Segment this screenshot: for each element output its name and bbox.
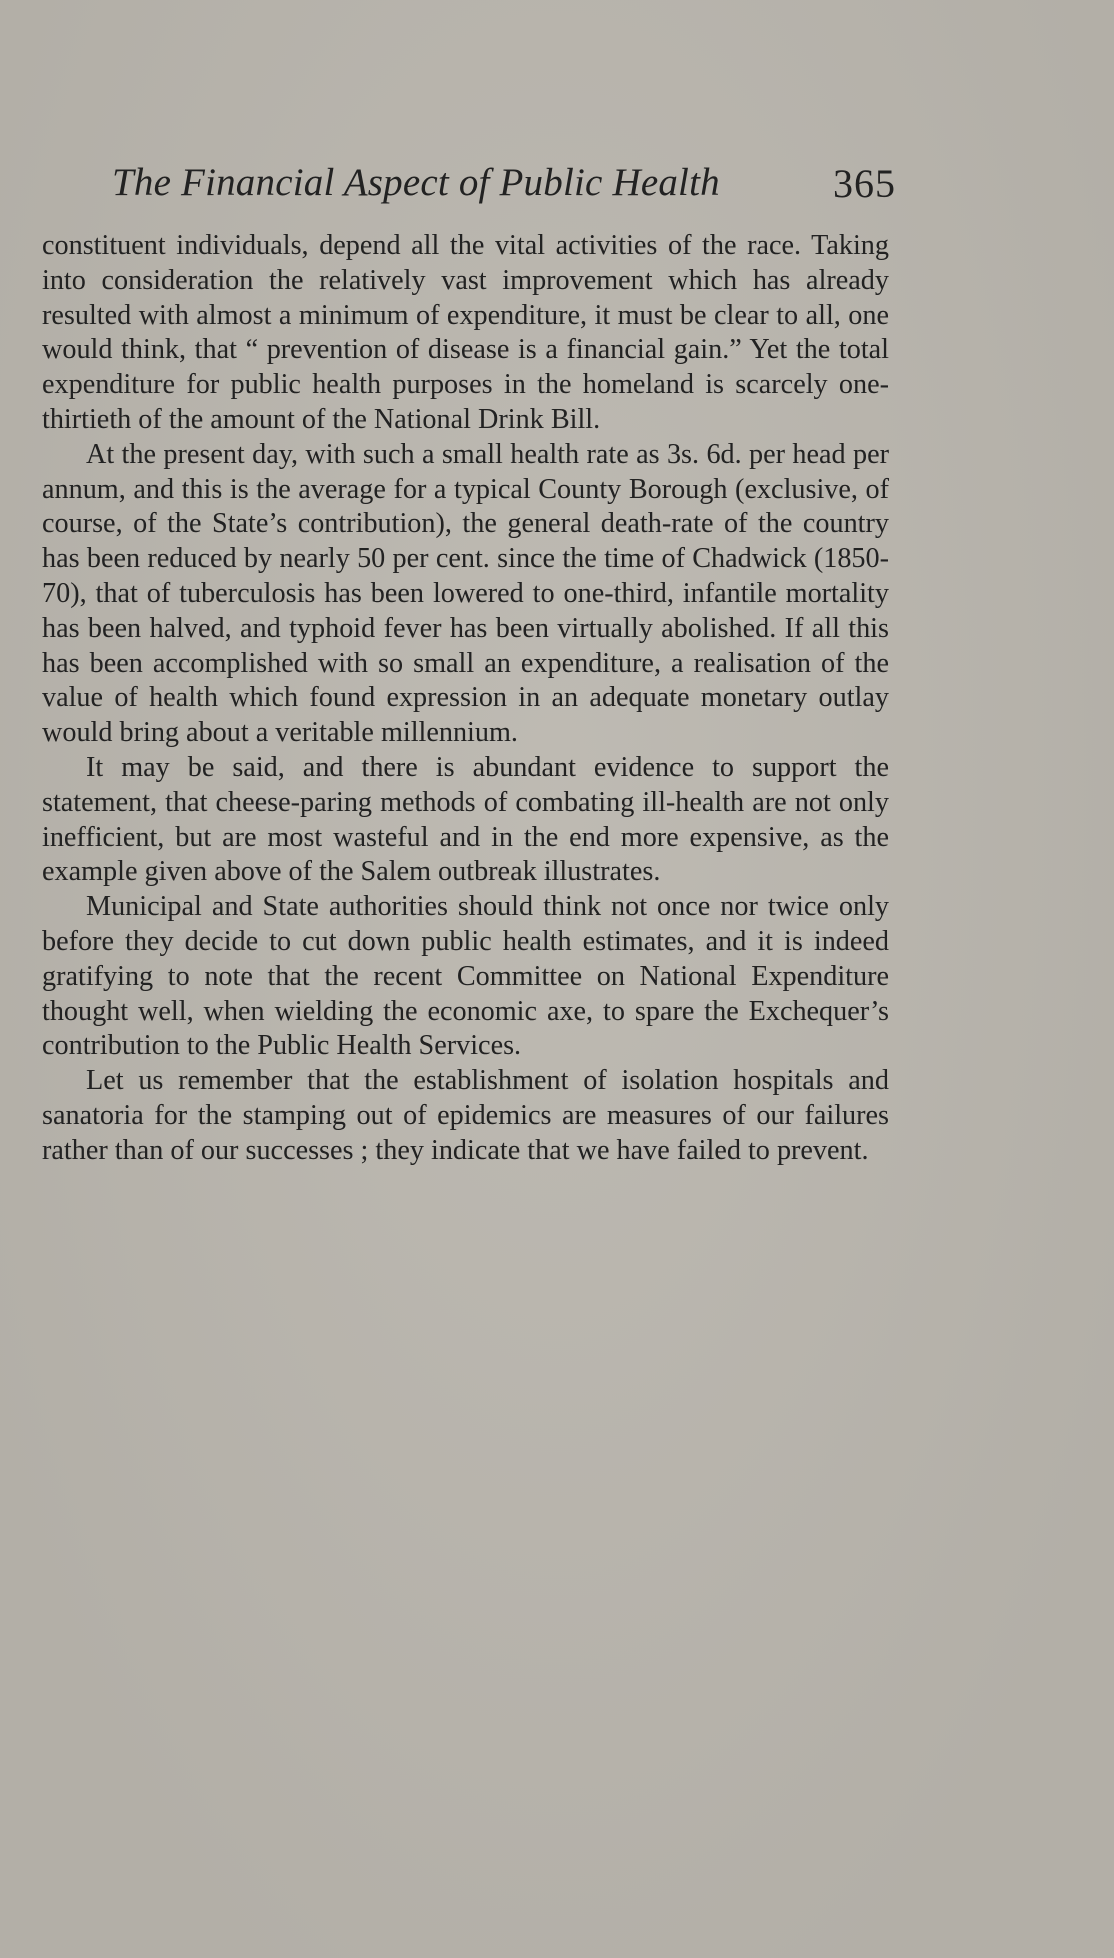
paragraph-5: Let us remember that the establishment of isolation hospitals and sanatoria for the stamping out of epidemics are measures of our failures rather than of our successes ; they indicate that we have failed to prevent. <box>42 1065 889 1166</box>
paragraph-4: Municipal and State authorities should think not once nor twice only before they decide to cut down public health estimates, and it is indeed gratifying to note that the recent Committee on National Expenditure thought well, when wielding the economic axe, to spare the Exchequer’s contribution to the Public Health Services. <box>42 891 889 1062</box>
running-title: The Financial Aspect of Public Health <box>112 161 720 204</box>
page-number: 365 <box>833 161 896 206</box>
body-text <box>42 229 889 1169</box>
paragraph-2: At the present day, with such a small health rate as 3s. 6d. per head per annum, and this is the average for a typical County Borough (exclusive, of course, of the State’s contribution), the general death-rate of the country has been reduced by nearly 50 per cent. since the time of Chadwick (1850-70), that of tuberculosis has been lowered to one-third, infantile mortality has been halved, and typhoid fever has been virtually abolished. If all this has been accomplished with so small an expenditure, a realisation of the value of health which found expression in an adequate monetary outlay would bring about a veritable millennium. <box>42 438 889 749</box>
paragraph-3: It may be said, and there is abundant evidence to support the statement, that cheese-paring methods of combating ill-health are not only inefficient, but are most wasteful and in the end more expensive, as the example given above of the Salem outbreak illustrates. <box>42 751 889 888</box>
paragraph-1: constituent individuals, depend all the vital activities of the race. Taking into consideration the relatively vast improvement which has already resulted with almost a minimum of expenditure, it must be clear to all, one would think, that “ prevention of disease is a financial gain.” Yet the total expenditure for public health purposes in the homeland is scarcely one-thirtieth of the amount of the National Drink Bill. <box>42 230 889 435</box>
running-head <box>106 160 896 212</box>
